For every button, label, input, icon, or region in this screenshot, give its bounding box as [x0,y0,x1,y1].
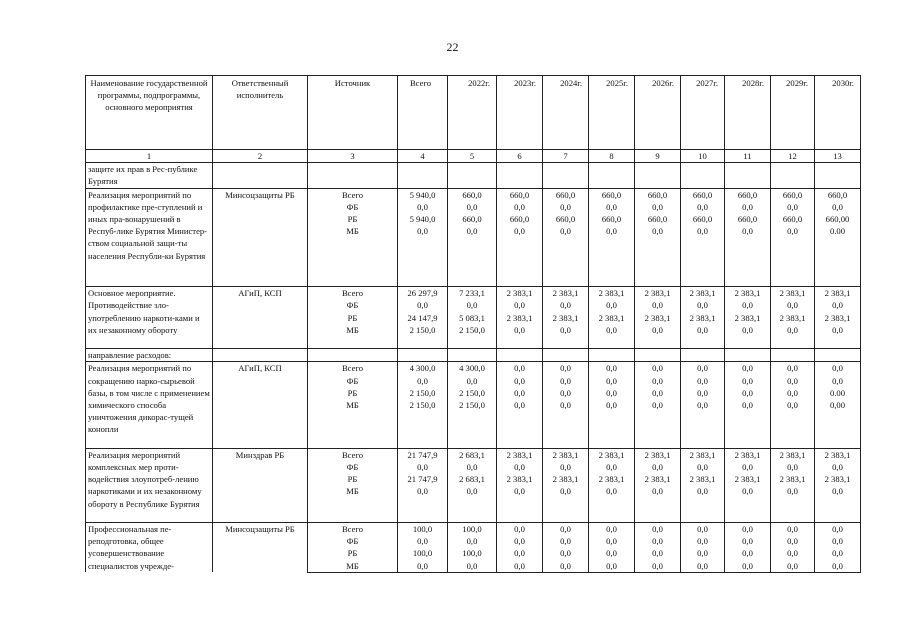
value-cell: 0,0 [497,324,543,349]
value-cell: 0,0 [635,375,681,387]
column-header: Источник [308,76,398,150]
value-cell: 0,0 [589,560,635,573]
value-cell: 2 150,0 [398,387,448,399]
source-cell: РБ [308,547,398,559]
value-cell: 660,0 [635,188,681,201]
value-cell: 2 383,1 [771,473,815,485]
value-cell: 660,0 [635,213,681,225]
value-cell: 0,0 [398,485,448,522]
value-cell: 2 383,1 [589,312,635,324]
value-cell: 0,0 [635,362,681,375]
source-cell: Всего [308,188,398,201]
value-cell: 0,0 [398,461,448,473]
value-cell: 660,00 [815,213,861,225]
value-cell: 0,0 [771,387,815,399]
value-cell: 0,0 [448,201,497,213]
value-cell: 2 383,1 [681,312,725,324]
value-cell: 660,0 [543,213,589,225]
source-cell: МБ [308,560,398,573]
value-cell: 0,0 [725,299,771,311]
column-number: 8 [589,150,635,163]
value-cell: 0,0 [589,299,635,311]
value-cell: 0,0 [771,461,815,473]
executor-cell: АГиП, КСП [213,287,308,349]
value-cell: 0,0 [635,299,681,311]
column-number: 12 [771,150,815,163]
funding-row [86,188,861,201]
program-name-cell: Основное мероприятие. Противодействие зло-употреблению наркоти-ками и их незаконному обороту [86,287,213,349]
empty-cell [635,349,681,362]
value-cell: 0,0 [497,387,543,399]
value-cell: 0,0 [725,375,771,387]
value-cell: 0,0 [725,387,771,399]
value-cell: 0,0 [725,523,771,536]
column-number: 9 [635,150,681,163]
value-cell: 2 383,1 [543,473,589,485]
value-cell: 0,0 [725,461,771,473]
value-cell: 2 383,1 [725,448,771,461]
column-number: 1 [86,150,213,163]
value-cell: 2 383,1 [815,448,861,461]
value-cell: 660,0 [725,213,771,225]
value-cell: 0,0 [635,485,681,522]
value-cell: 0,0 [398,560,448,573]
program-name-cell: Реализация мероприятий по профилактике пре-ступлений и иных пра-вонарушений в Респуб-лике Бурятия Министер-ством социальной защи-ты населения Республи-ки Бурятия [86,188,213,287]
value-cell: 0,0 [725,547,771,559]
value-cell: 0,0 [589,523,635,536]
column-header: Всего [398,76,448,150]
value-cell: 7 233,1 [448,287,497,300]
value-cell: 0,0 [725,324,771,349]
value-cell: 0,0 [815,485,861,522]
program-name-cell: защите их прав в Рес-публике Бурятия [86,163,213,188]
column-number: 11 [725,150,771,163]
value-cell: 660,0 [771,188,815,201]
value-cell: 660,0 [681,213,725,225]
value-cell: 0,0 [543,201,589,213]
funding-row [86,448,861,461]
value-cell: 0,0 [815,560,861,573]
value-cell: 0,0 [589,547,635,559]
funding-row [86,523,861,536]
value-cell: 0,0 [589,535,635,547]
value-cell: 0,0 [771,362,815,375]
value-cell: 0,0 [771,225,815,287]
empty-cell [543,163,589,188]
value-cell: 2 383,1 [543,312,589,324]
value-cell: 2 383,1 [725,473,771,485]
value-cell: 2 150,0 [448,399,497,448]
value-cell: 100,0 [448,547,497,559]
value-cell: 0,0 [771,485,815,522]
value-cell: 5 940,0 [398,213,448,225]
empty-cell [213,349,308,362]
value-cell: 0,0 [497,485,543,522]
value-cell: 2 683,1 [448,473,497,485]
value-cell: 660,0 [589,188,635,201]
value-cell: 2 683,1 [448,448,497,461]
value-cell: 2 150,0 [448,324,497,349]
value-cell: 0,0 [589,225,635,287]
column-number: 5 [448,150,497,163]
value-cell: 0,0 [448,225,497,287]
value-cell: 0,0 [681,299,725,311]
value-cell: 5 940,0 [398,188,448,201]
value-cell: 26 297,9 [398,287,448,300]
value-cell: 0,0 [725,201,771,213]
value-cell: 2 383,1 [635,448,681,461]
value-cell: 0,0 [725,535,771,547]
value-cell: 2 383,1 [635,312,681,324]
column-number: 4 [398,150,448,163]
empty-cell [543,349,589,362]
column-header: 2025г. [589,76,635,150]
value-cell: 0,0 [635,201,681,213]
empty-cell [815,349,861,362]
source-cell: Всего [308,523,398,536]
value-cell: 0,0 [815,201,861,213]
empty-cell [725,163,771,188]
value-cell: 2 383,1 [589,287,635,300]
source-cell: Всего [308,448,398,461]
value-cell: 660,0 [681,188,725,201]
value-cell: 0,0 [681,362,725,375]
source-cell: ФБ [308,461,398,473]
value-cell: 0,0 [771,523,815,536]
value-cell: 2 383,1 [589,448,635,461]
value-cell: 2 383,1 [497,448,543,461]
value-cell: 0,0 [497,523,543,536]
value-cell: 0,0 [681,461,725,473]
source-cell: Всего [308,362,398,375]
value-cell: 0,0 [681,324,725,349]
value-cell: 0,0 [497,547,543,559]
value-cell: 0,0 [543,299,589,311]
empty-cell [681,349,725,362]
value-cell: 0,0 [771,375,815,387]
value-cell: 660,0 [589,213,635,225]
value-cell: 0,0 [497,399,543,448]
source-cell: Всего [308,287,398,300]
value-cell: 2 383,1 [725,312,771,324]
value-cell: 0,0 [681,523,725,536]
value-cell: 0,0 [635,560,681,573]
empty-cell [213,163,308,188]
value-cell: 2 383,1 [497,287,543,300]
value-cell: 0,0 [681,485,725,522]
program-name-cell: Реализация мероприятий по сокращению нарко-сырьевой базы, в том числе с применением химического способа уничтожения дикорас-тущей конопли [86,362,213,448]
empty-cell [589,163,635,188]
value-cell: 0,0 [681,560,725,573]
value-cell: 660,0 [448,188,497,201]
value-cell: 0,0 [543,547,589,559]
value-cell: 0,0 [543,560,589,573]
value-cell: 0,0 [681,535,725,547]
value-cell: 0,0 [815,324,861,349]
value-cell: 0,0 [543,387,589,399]
funding-row [86,287,861,300]
source-cell: ФБ [308,201,398,213]
value-cell: 0,0 [448,375,497,387]
value-cell: 0,0 [543,535,589,547]
value-cell: 2 150,0 [398,399,448,448]
value-cell: 0.00 [815,225,861,287]
value-cell: 0,0 [589,399,635,448]
value-cell: 0,0 [497,225,543,287]
value-cell: 0,0 [543,523,589,536]
empty-cell [497,349,543,362]
value-cell: 0,0 [681,375,725,387]
source-cell: ФБ [308,299,398,311]
value-cell: 0,0 [543,399,589,448]
empty-cell [398,163,448,188]
value-cell: 0,0 [497,560,543,573]
column-number-row [86,150,861,163]
empty-cell [681,163,725,188]
value-cell: 0,0 [771,324,815,349]
source-cell: ФБ [308,375,398,387]
executor-cell: Минсоцзащиты РБ [213,188,308,287]
column-number: 6 [497,150,543,163]
value-cell: 0,0 [543,461,589,473]
value-cell: 660,0 [497,213,543,225]
value-cell: 0,0 [815,299,861,311]
value-cell: 0,0 [543,375,589,387]
column-number: 10 [681,150,725,163]
value-cell: 0,0 [589,362,635,375]
column-header: 2030г. [815,76,861,150]
value-cell: 0,0 [497,299,543,311]
value-cell: 2 150,0 [398,324,448,349]
value-cell: 660,0 [771,213,815,225]
expense-direction-label: направление расходов: [86,349,213,362]
value-cell: 660,0 [725,188,771,201]
value-cell: 4 300,0 [398,362,448,375]
value-cell: 2 383,1 [771,312,815,324]
value-cell: 2 383,1 [771,287,815,300]
value-cell: 0,0 [398,535,448,547]
value-cell: 0,0 [725,362,771,375]
empty-cell [308,163,398,188]
value-cell: 0,0 [448,560,497,573]
value-cell: 0,0 [398,299,448,311]
executor-cell: Минздрав РБ [213,448,308,522]
empty-cell [308,349,398,362]
value-cell: 0,0 [448,299,497,311]
value-cell: 0.00 [815,387,861,399]
value-cell: 0,0 [815,547,861,559]
value-cell: 2 383,1 [497,312,543,324]
page-number: 22 [446,40,459,54]
value-cell: 2 383,1 [543,287,589,300]
column-header: 2024г. [543,76,589,150]
value-cell: 21 747,9 [398,473,448,485]
value-cell: 0,0 [815,461,861,473]
value-cell: 0,0 [815,535,861,547]
source-cell: РБ [308,312,398,324]
value-cell: 2 383,1 [771,448,815,461]
program-name-cell: Реализация мероприятий комплексных мер проти-водействия злоупотреб-лению наркотиками и их незаконному обороту в Республике Бурятия [86,448,213,522]
value-cell: 4 300,0 [448,362,497,375]
empty-cell [771,349,815,362]
value-cell: 2 383,1 [815,287,861,300]
value-cell: 0,0 [681,225,725,287]
value-cell: 0,0 [497,535,543,547]
column-header: 2027г. [681,76,725,150]
column-header: 2029г. [771,76,815,150]
value-cell: 0,0 [815,362,861,375]
value-cell: 0,0 [635,387,681,399]
value-cell: 0,0 [815,523,861,536]
value-cell: 0,0 [635,547,681,559]
empty-cell [448,349,497,362]
value-cell: 0,0 [635,324,681,349]
value-cell: 0,0 [771,201,815,213]
value-cell: 2 383,1 [543,448,589,461]
column-number: 13 [815,150,861,163]
value-cell: 0,0 [635,225,681,287]
value-cell: 0,0 [543,324,589,349]
value-cell: 21 747,9 [398,448,448,461]
value-cell: 0,0 [635,399,681,448]
value-cell: 0,0 [448,461,497,473]
value-cell: 2 383,1 [681,448,725,461]
empty-cell [725,349,771,362]
value-cell: 0,0 [681,201,725,213]
value-cell: 0,0 [497,201,543,213]
value-cell: 2 383,1 [497,473,543,485]
empty-cell [589,349,635,362]
value-cell: 0,0 [681,547,725,559]
value-cell: 0,0 [771,299,815,311]
value-cell: 0,0 [398,225,448,287]
column-number: 7 [543,150,589,163]
source-cell: МБ [308,324,398,349]
value-cell: 100,0 [398,547,448,559]
value-cell: 24 147,9 [398,312,448,324]
value-cell: 0,0 [497,461,543,473]
value-cell: 0,0 [448,485,497,522]
value-cell: 0,0 [497,362,543,375]
value-cell: 2 383,1 [635,287,681,300]
column-header: 2022г. [448,76,497,150]
executor-cell: АГиП, КСП [213,362,308,448]
value-cell: 100,0 [448,523,497,536]
value-cell: 660,0 [815,188,861,201]
column-header: 2028г. [725,76,771,150]
value-cell: 0,0 [589,485,635,522]
value-cell: 0,0 [815,375,861,387]
source-cell: МБ [308,399,398,448]
source-cell: РБ [308,473,398,485]
value-cell: 0,0 [725,485,771,522]
value-cell: 0,0 [725,399,771,448]
executor-cell: Минсоцзащиты РБ [213,523,308,573]
value-cell: 0,0 [725,560,771,573]
value-cell: 0,0 [771,547,815,559]
value-cell: 0,0 [589,375,635,387]
empty-cell [398,349,448,362]
empty-cell [635,163,681,188]
column-header: Наименование государственной программы, подпрограммы, основного мероприятия [86,76,213,150]
value-cell: 660,0 [543,188,589,201]
source-cell: МБ [308,485,398,522]
value-cell: 0,0 [448,535,497,547]
program-funding-table [85,75,861,573]
value-cell: 0,0 [589,201,635,213]
value-cell: 0,0 [725,225,771,287]
source-cell: МБ [308,225,398,287]
value-cell: 0,0 [635,535,681,547]
value-cell: 0,0 [771,399,815,448]
value-cell: 2 383,1 [635,473,681,485]
header-row [86,76,861,150]
empty-cell [448,163,497,188]
value-cell: 0,0 [543,225,589,287]
empty-cell [771,163,815,188]
value-cell: 0,0 [543,362,589,375]
value-cell: 0,0 [771,535,815,547]
value-cell: 2 383,1 [815,473,861,485]
program-name-cell: Профессиональная пе-реподготовка, общее усовершенствование специалистов учрежде- [86,523,213,573]
value-cell: 2 383,1 [725,287,771,300]
empty-cell [497,163,543,188]
source-cell: РБ [308,387,398,399]
value-cell: 0,0 [771,560,815,573]
value-cell: 0,0 [681,387,725,399]
value-cell: 0,0 [589,387,635,399]
source-cell: РБ [308,213,398,225]
column-header: Ответственный исполнитель [213,76,308,150]
value-cell: 0,0 [543,485,589,522]
value-cell: 2 383,1 [815,312,861,324]
value-cell: 660,0 [497,188,543,201]
value-cell: 0,0 [497,375,543,387]
funding-row [86,362,861,375]
value-cell: 0,0 [635,461,681,473]
value-cell: 0,0 [398,375,448,387]
continuation-row [86,163,861,188]
value-cell: 0,0 [635,523,681,536]
value-cell: 2 383,1 [681,473,725,485]
value-cell: 2 150,0 [448,387,497,399]
value-cell: 660,0 [448,213,497,225]
value-cell: 0,0 [398,201,448,213]
value-cell: 100,0 [398,523,448,536]
column-number: 3 [308,150,398,163]
empty-cell [815,163,861,188]
value-cell: 5 083,1 [448,312,497,324]
column-header: 2026г. [635,76,681,150]
column-number: 2 [213,150,308,163]
column-header: 2023г. [497,76,543,150]
value-cell: 2 383,1 [589,473,635,485]
value-cell: 0,0 [589,324,635,349]
value-cell: 0,00 [815,399,861,448]
expense-direction-row [86,349,861,362]
value-cell: 0,0 [589,461,635,473]
source-cell: ФБ [308,535,398,547]
value-cell: 2 383,1 [681,287,725,300]
value-cell: 0,0 [681,399,725,448]
